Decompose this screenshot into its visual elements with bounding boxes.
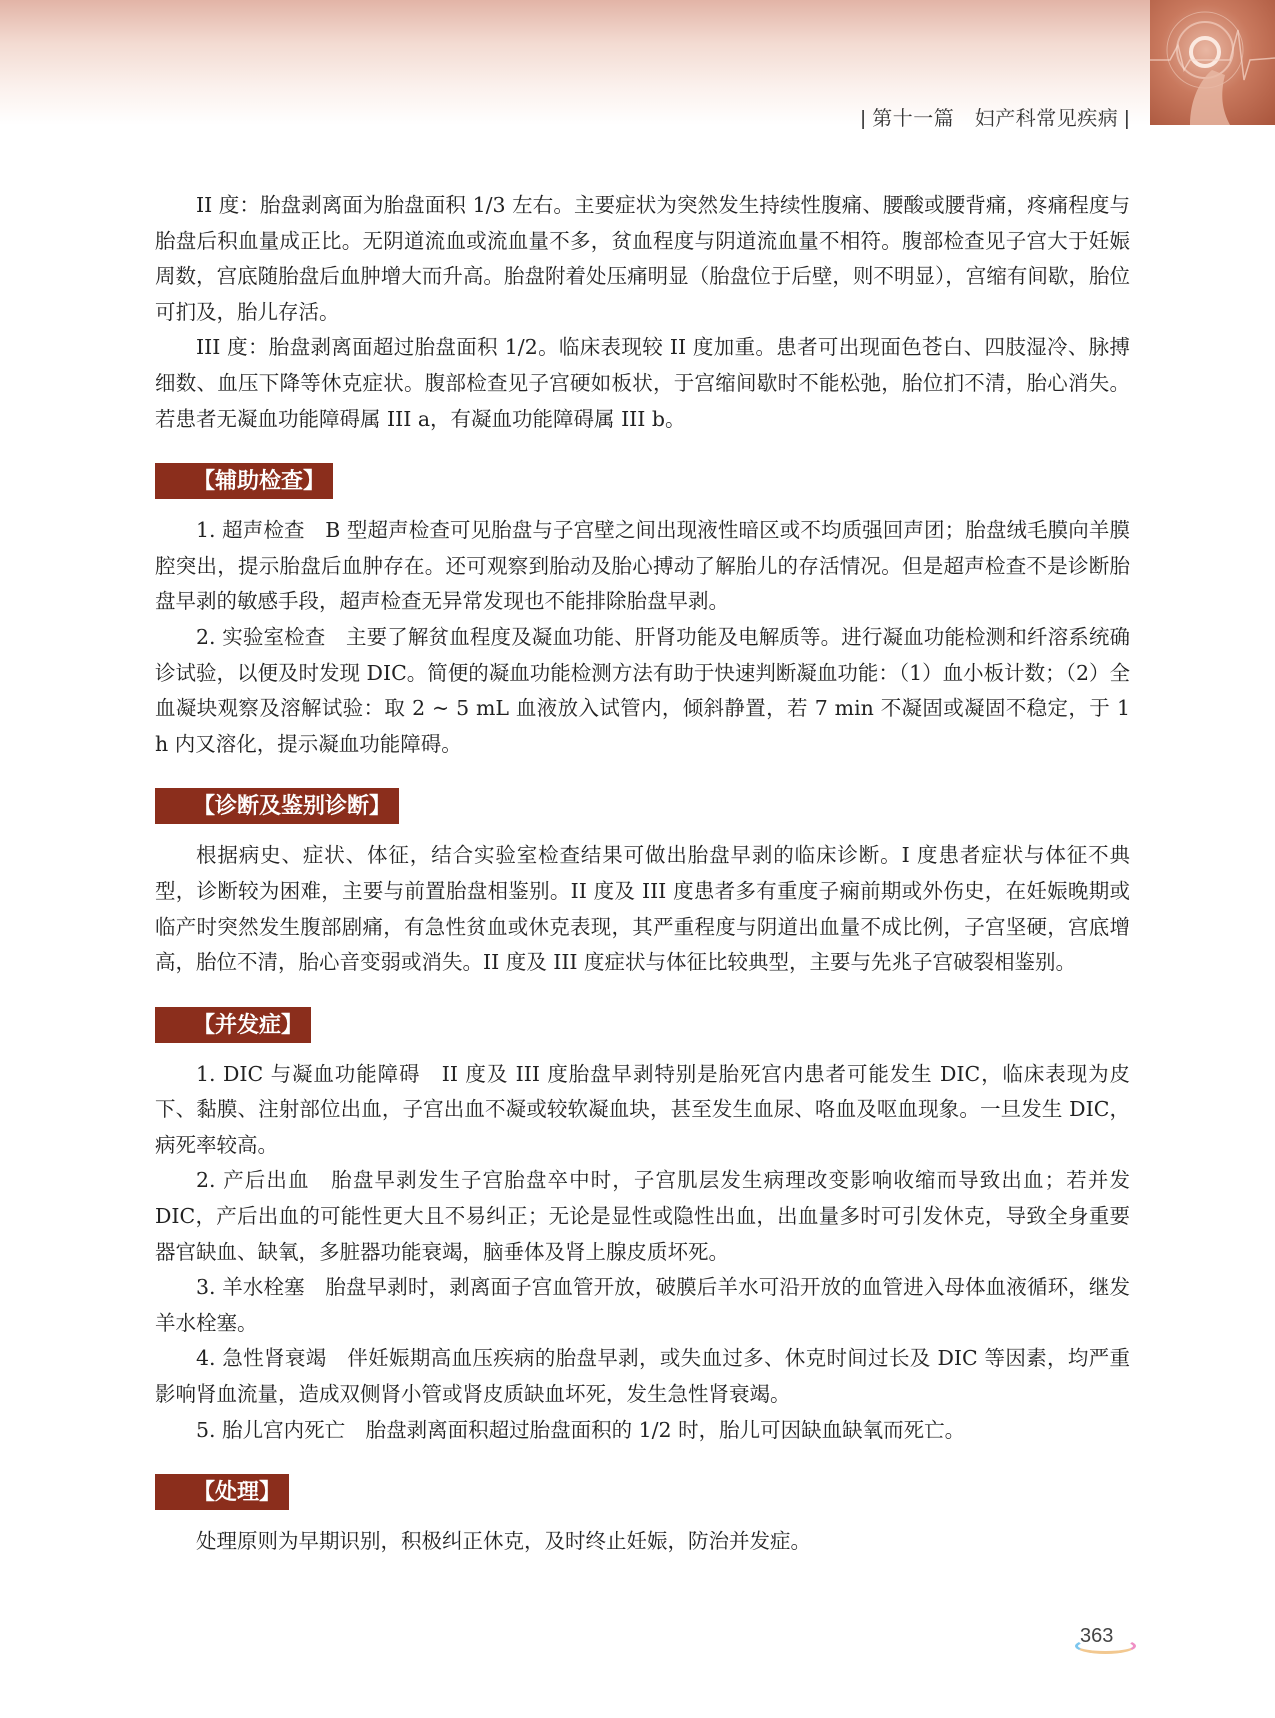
paragraph: 5. 胎儿宫内死亡 胎盘剥离面积超过胎盘面积的 1/2 时，胎儿可因缺血缺氧而死亡。 — [196, 1417, 966, 1442]
section-heading: 【处理】 — [155, 1474, 289, 1510]
paragraph: 1. DIC 与凝血功能障碍 II 度及 III 度胎盘早剥特别是胎死宫内患者可能发生 DIC，临床表现为皮下、黏膜、注射部位出血，子宫出血不凝或较软凝血块，甚至发生血尿、咯血及呕血现象。一旦发生 DIC，病死率较高。 — [155, 1061, 1130, 1157]
paragraph: III 度：胎盘剥离面超过胎盘面积 1/2。临床表现较 II 度加重。患者可出现面色苍白、四肢湿冷、脉搏细数、血压下降等休克症状。腹部检查见子宫硬如板状，于宫缩间歇时不能松弛，胎位扪不清，胎心消失。若患者无凝血功能障碍属 III a，有凝血功能障碍属 III b。 — [155, 335, 1130, 431]
paragraph: 处理原则为早期识别，积极纠正休克，及时终止妊娠，防治并发症。 — [196, 1529, 811, 1554]
paragraph: 根据病史、症状、体征，结合实验室检查结果可做出胎盘早剥的临床诊断。I 度患者症状与体征不典型，诊断较为困难，主要与前置胎盘相鉴别。II 度及 III 度患者多有重度子痫前期或外伤史，在妊娠晚期或临产时突然发生腹部剧痛，有急性贫血或休克表现，其严重程度与阴道出血量不成比例，子宫坚硬，宫底增高，胎位不清，胎心音变弱或消失。II 度及 III 度症状与体征比较典型，主要与先兆子宫破裂相鉴别。 — [155, 843, 1130, 975]
running-head: | 第十一篇 妇产科常见疾病 | — [860, 108, 1130, 130]
stethoscope-image — [1150, 0, 1275, 125]
section-heading: 【辅助检查】 — [155, 463, 333, 499]
paragraph: 1. 超声检查 B 型超声检查可见胎盘与子宫壁之间出现液性暗区或不均质强回声团；胎盘绒毛膜向羊膜腔突出，提示胎盘后血肿存在。还可观察到胎动及胎心搏动了解胎儿的存活情况。但是超声检查不是诊断胎盘早剥的敏感手段，超声检查无异常发现也不能排除胎盘早剥。 — [155, 518, 1130, 614]
paragraph: 3. 羊水栓塞 胎盘早剥时，剥离面子宫血管开放，破膜后羊水可沿开放的血管进入母体血液循环，继发羊水栓塞。 — [155, 1275, 1130, 1335]
paragraph: 2. 实验室检查 主要了解贫血程度及凝血功能、肝肾功能及电解质等。进行凝血功能检测和纤溶系统确诊试验，以便及时发现 DIC。简便的凝血功能检测方法有助于快速判断凝血功能：（1）血小板计数；（2）全血凝块观察及溶解试验：取 2 ~ 5 mL 血液放入试管内，倾斜静置，若 7 min 不凝固或凝固不稳定，于 1 h 内又溶化，提示凝血功能障碍。 — [155, 624, 1130, 756]
section-heading: 【诊断及鉴别诊断】 — [155, 788, 399, 824]
page-number: 363 — [1080, 1625, 1114, 1647]
paragraph: 4. 急性肾衰竭 伴妊娠期高血压疾病的胎盘早剥，或失血过多、休克时间过长及 DIC 等因素，均严重影响肾血流量，造成双侧肾小管或肾皮质缺血坏死，发生急性肾衰竭。 — [155, 1346, 1130, 1407]
page-content — [155, 188, 1130, 1560]
paragraph: 2. 产后出血 胎盘早剥发生子宫胎盘卒中时，子宫肌层发生病理改变影响收缩而导致出血；若并发 DIC，产后出血的可能性更大且不易纠正；无论是显性或隐性出血，出血量多时可引发休克，导致全身重要器官缺血、缺氧，多脏器功能衰竭，脑垂体及肾上腺皮质坏死。 — [155, 1168, 1130, 1264]
section-heading: 【并发症】 — [155, 1007, 311, 1043]
paragraph: II 度：胎盘剥离面为胎盘面积 1/3 左右。主要症状为突然发生持续性腹痛、腰酸或腰背痛，疼痛程度与胎盘后积血量成正比。无阴道流血或流血量不多，贫血程度与阴道流血量不相符。腹部检查见子宫大于妊娠周数，宫底随胎盘后血肿增大而升高。胎盘附着处压痛明显（胎盘位于后壁，则不明显），宫缩有间歇，胎位可扪及，胎儿存活。 — [155, 193, 1130, 324]
